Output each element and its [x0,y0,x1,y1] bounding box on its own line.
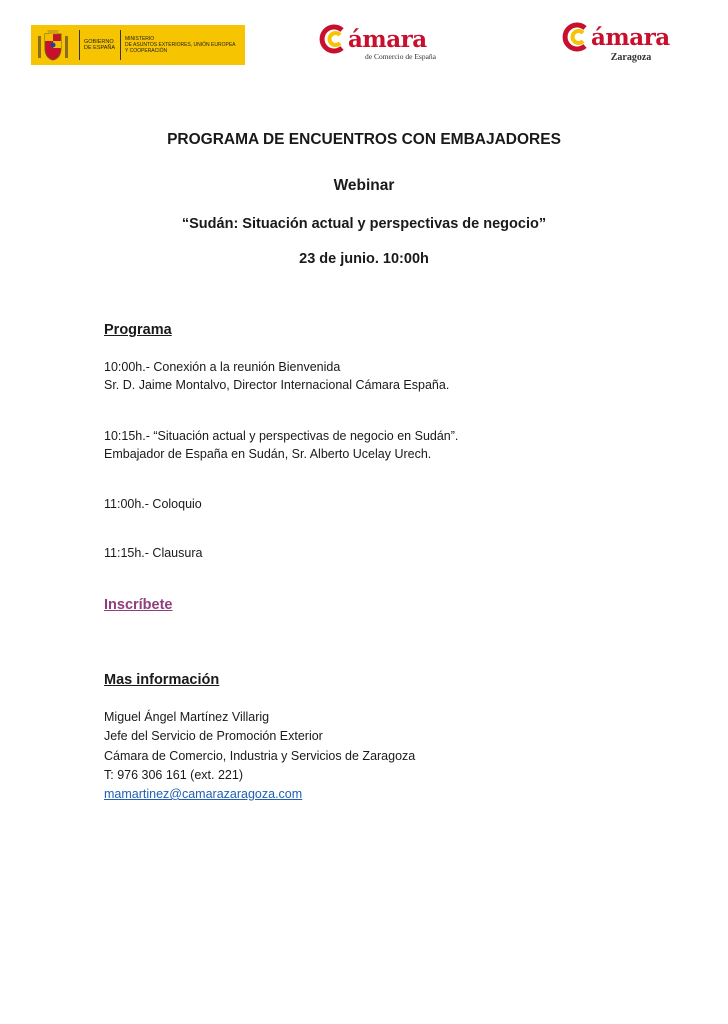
camara-word: ámara [591,23,670,51]
contact-line: T: 976 306 161 (ext. 221) [104,768,243,782]
event-subtitle: “Sudán: Situación actual y perspectivas de negocio” [181,216,547,232]
logo-divider [120,30,121,60]
camara-c-icon [318,24,348,54]
programa-line: 10:00h.- Conexión a la reunión Bienvenida [104,360,341,374]
camara-subtitle: de Comercio de España [364,52,436,61]
programa-line: 11:00h.- Coloquio [104,497,202,511]
contact-line: Cámara de Comercio, Industria y Servicios de Zaragoza [104,749,416,763]
programa-line: Sr. D. Jaime Montalvo, Director Internacional Cámara España. [104,378,450,392]
event-date: 23 de junio. 10:00h [299,251,429,267]
gobierno-text [84,39,116,52]
camara-espana-logo [318,24,453,68]
camara-subtitle: Zaragoza [610,52,652,63]
programa-line: Embajador de España en Sudán, Sr. Alberto Ucelay Urech. [104,447,432,461]
camara-c-icon [561,22,591,52]
contact-line: Miguel Ángel Martínez Villarig [104,710,270,724]
programa-line: 10:15h.- “Situación actual y perspectivas de negocio en Sudán”. [104,429,459,443]
spain-coat-of-arms-icon [31,25,75,65]
gov-line: GOBIERNO [84,38,114,45]
programa-line: 11:15h.- Clausura [104,546,203,560]
gov-line: MINISTERIO [125,36,155,42]
gov-line: Y COOPERACIÓN [125,48,168,54]
gobierno-espana-logo [31,25,245,65]
info-heading: Mas información [104,672,220,688]
ministerio-text [125,36,243,54]
contact-line: Jefe del Servicio de Promoción Exterior [104,729,323,743]
programa-heading: Programa [104,322,172,338]
camara-word: ámara [348,25,427,53]
register-link[interactable]: Inscríbete [104,597,173,613]
logo-divider [79,30,80,60]
event-format: Webinar [333,177,395,194]
email-link[interactable]: mamartinez@camarazaragoza.com [104,787,303,801]
gov-line: DE ESPAÑA [84,45,116,51]
document-title: PROGRAMA DE ENCUENTROS CON EMBAJADORES [167,131,561,148]
gov-line: DE ASUNTOS EXTERIORES, UNIÓN EUROPEA [125,42,236,48]
camara-zaragoza-logo [561,22,675,70]
